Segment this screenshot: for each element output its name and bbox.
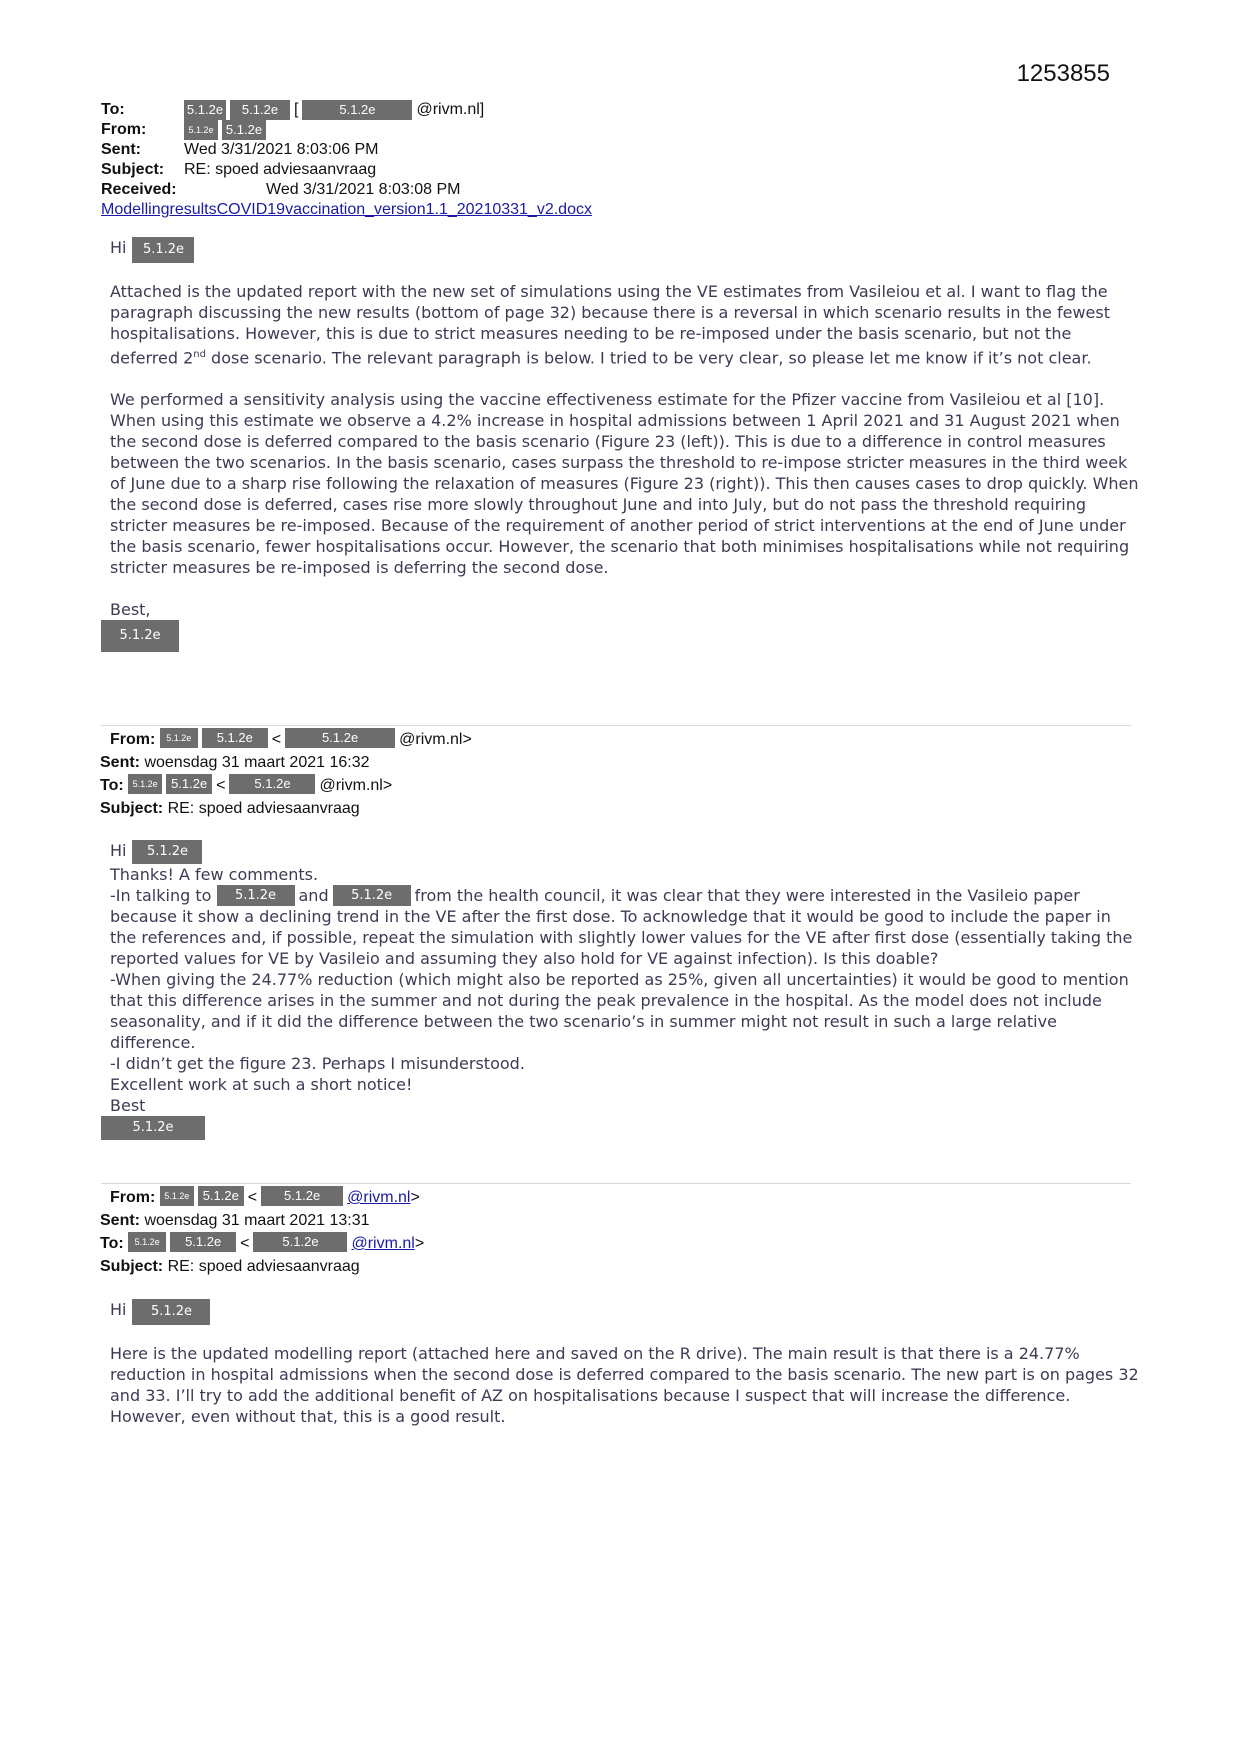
- paragraph: Attached is the updated report with the new set of simulations using the VE estimates from Vasileiou et al. I want to flag the paragraph discussing the new results (bottom of page 32) because there is a reversal in which scenario results in the fewest hospitalisations. However, this is due to strict measures needing to be re-imposed under the basis scenario, but not the deferred 2nd dose scenario. The relevant paragraph is below. I tried to be very clear, so please let me know if it’s not clear.: [110, 282, 1110, 368]
- quoted-paragraph: We performed a sensitivity analysis using the vaccine effectiveness estimate for the Pfizer vaccine from Vasileiou et al [10]. When using this estimate we observe a 4.2% increase in hospital admissions between 1 April 2021 and 31 August 2021 when the second dose is deferred compared to the basis scenario (Figure 23 (left)). This is due to a difference in control measures between the two scenarios. In the basis scenario, cases surpass the threshold to re-impose stricter measures in the third week of June due to a sharp rise following the relaxation of measures (Figure 23 (right)). This then causes cases to drop quickly. When the second dose is deferred, cases rise more slowly throughout June and into July, but do not pass the threshold requiring stricter measures be re-imposed. Because of the requirement of another period of strict interventions at the end of June under the basis scenario, fewer hospitalisations occur. However, the scenario that both minimises hospitalisations while not requiring stricter measures be re-imposed is deferring the second dose.: [110, 390, 1139, 578]
- message-1-body: [110, 237, 1140, 652]
- header-from-row: [101, 120, 801, 140]
- header-subject-row: [101, 160, 801, 180]
- redaction-box: 5.1.2e: [132, 1299, 210, 1325]
- to-label: To:: [101, 101, 125, 118]
- redaction-box: 5.1.2e: [128, 1232, 166, 1252]
- email-header: [101, 100, 801, 220]
- attachment-link[interactable]: ModellingresultsCOVID19vaccination_version1.1_20210331_v2.docx: [101, 201, 592, 218]
- sent-label: Sent:: [101, 141, 141, 158]
- header-received-row: [101, 180, 801, 200]
- sent-label: Sent:: [100, 1212, 140, 1229]
- sent-label: Sent:: [100, 754, 140, 771]
- redaction-box: 5.1.2e: [184, 120, 218, 140]
- redaction-box: 5.1.2e: [229, 774, 315, 794]
- sent-value: Wed 3/31/2021 8:03:06 PM: [184, 141, 379, 158]
- redaction-box: 5.1.2e: [217, 885, 295, 906]
- header-to-row: To: 5.1.2e 5.1.2e [ 5.1.2e @rivm.nl]: [101, 101, 485, 118]
- sent-value: woensdag 31 maart 2021 13:31: [144, 1212, 370, 1229]
- subject-label: Subject:: [101, 161, 165, 178]
- to-label: To:: [100, 777, 124, 794]
- paragraph: Thanks! A few comments.: [110, 865, 319, 884]
- divider: [101, 1183, 1131, 1184]
- redaction-box: 5.1.2e: [253, 1232, 347, 1252]
- redaction-box: 5.1.2e: [285, 728, 395, 748]
- redaction-box: 5.1.2e: [302, 100, 412, 120]
- paragraph: -I didn’t get the figure 23. Perhaps I misunderstood.: [110, 1054, 525, 1073]
- subject-value: RE: spoed adviesaanvraag: [167, 800, 360, 817]
- message-3-body: [110, 1299, 1140, 1427]
- greeting: Hi: [110, 841, 127, 860]
- document-number: 1253855: [1016, 60, 1110, 87]
- from-label: From:: [101, 121, 147, 138]
- redaction-box: 5.1.2e: [132, 840, 202, 864]
- redaction-box: 5.1.2e: [132, 237, 194, 263]
- greeting: Hi: [110, 1300, 127, 1319]
- redaction-box: 5.1.2e: [166, 774, 212, 794]
- email-link[interactable]: @rivm.nl: [347, 1189, 411, 1206]
- redaction-box: 5.1.2e: [128, 774, 162, 794]
- subject-label: Subject:: [100, 1258, 164, 1275]
- redaction-box: 5.1.2e: [261, 1186, 343, 1206]
- greeting-line: [110, 1299, 1140, 1325]
- paragraph: -When giving the 24.77% reduction (which might also be reported as 25%, given all uncertainties) it would be good to mention that this difference arises in the summer and not during the peak prevalence in the hospital. As the model does not include seasonality, and if it did the difference between the two scenario’s in summer might not result in such a large relative difference.: [110, 970, 1129, 1052]
- signature-redaction: 5.1.2e: [101, 620, 179, 652]
- signoff: Best,: [110, 600, 151, 620]
- paragraph: -In talking to 5.1.2e and 5.1.2e from the health council, it was clear that they were interested in the Vasileio paper because it show a declining trend in the VE after the first dose. To acknowledge that it would be good to include the paper in the references and, if possible, repeat the simulation with slightly lower values for the VE after first dose (essentially taking the reported values for VE by Vasileio and assuming they also hold for VE against infection). Is this doable?: [110, 886, 1133, 968]
- signoff: Best: [110, 1096, 146, 1115]
- received-label: Received:: [101, 181, 177, 198]
- subject-value: RE: spoed adviesaanvraag: [184, 161, 377, 178]
- email-link[interactable]: @rivm.nl: [351, 1235, 415, 1252]
- signature-redaction: 5.1.2e: [101, 1116, 205, 1140]
- paragraph: Excellent work at such a short notice!: [110, 1075, 413, 1094]
- from-label: From:: [110, 1189, 156, 1206]
- sent-value: woensdag 31 maart 2021 16:32: [144, 754, 370, 771]
- subject-label: Subject:: [100, 800, 164, 817]
- redaction-box: 5.1.2e: [222, 120, 266, 140]
- redaction-box: 5.1.2e: [184, 100, 226, 120]
- to-address-suffix: @rivm.nl>: [319, 777, 393, 794]
- redaction-box: 5.1.2e: [230, 100, 290, 120]
- redaction-box: 5.1.2e: [202, 728, 268, 748]
- received-value: Wed 3/31/2021 8:03:08 PM: [266, 181, 461, 198]
- message-2-header: From: 5.1.2e 5.1.2e < 5.1.2e @rivm.nl> Sent: woensdag 31 maart 2021 16:32 To: 5.1.2e 5.1.2e < 5.1.2e @rivm.nl> Subject: RE: spoed adviesaanvraag: [100, 730, 472, 817]
- redaction-box: 5.1.2e: [170, 1232, 236, 1252]
- divider: [101, 725, 1131, 726]
- redaction-box: 5.1.2e: [333, 885, 411, 906]
- subject-value: RE: spoed adviesaanvraag: [167, 1258, 360, 1275]
- message-3-header: From: 5.1.2e 5.1.2e < 5.1.2e @rivm.nl> Sent: woensdag 31 maart 2021 13:31 To: 5.1.2e 5.1.2e < 5.1.2e @rivm.nl> Subject: RE: spoed adviesaanvraag: [100, 1188, 425, 1275]
- greeting-line: [110, 840, 1140, 864]
- to-address-suffix: @rivm.nl]: [416, 101, 485, 118]
- message-2-body: [110, 840, 1140, 1140]
- to-label: To:: [100, 1235, 124, 1252]
- header-sent-row: [101, 140, 801, 160]
- paragraph: Here is the updated modelling report (attached here and saved on the R drive). The main result is that there is a 24.77% reduction in hospital admissions when the second dose is deferred compared to the basis scenario. The new part is on pages 32 and 33. I’ll try to add the additional benefit of AZ on hospitalisations because I suspect that will increase the difference. However, even without that, this is a good result.: [110, 1344, 1139, 1426]
- greeting: Hi: [110, 238, 127, 257]
- greeting-line: [110, 237, 1140, 263]
- from-label: From:: [110, 731, 156, 748]
- redaction-box: 5.1.2e: [160, 1186, 194, 1206]
- redaction-box: 5.1.2e: [160, 728, 198, 748]
- redaction-box: 5.1.2e: [198, 1186, 244, 1206]
- from-address-suffix: @rivm.nl>: [399, 731, 472, 748]
